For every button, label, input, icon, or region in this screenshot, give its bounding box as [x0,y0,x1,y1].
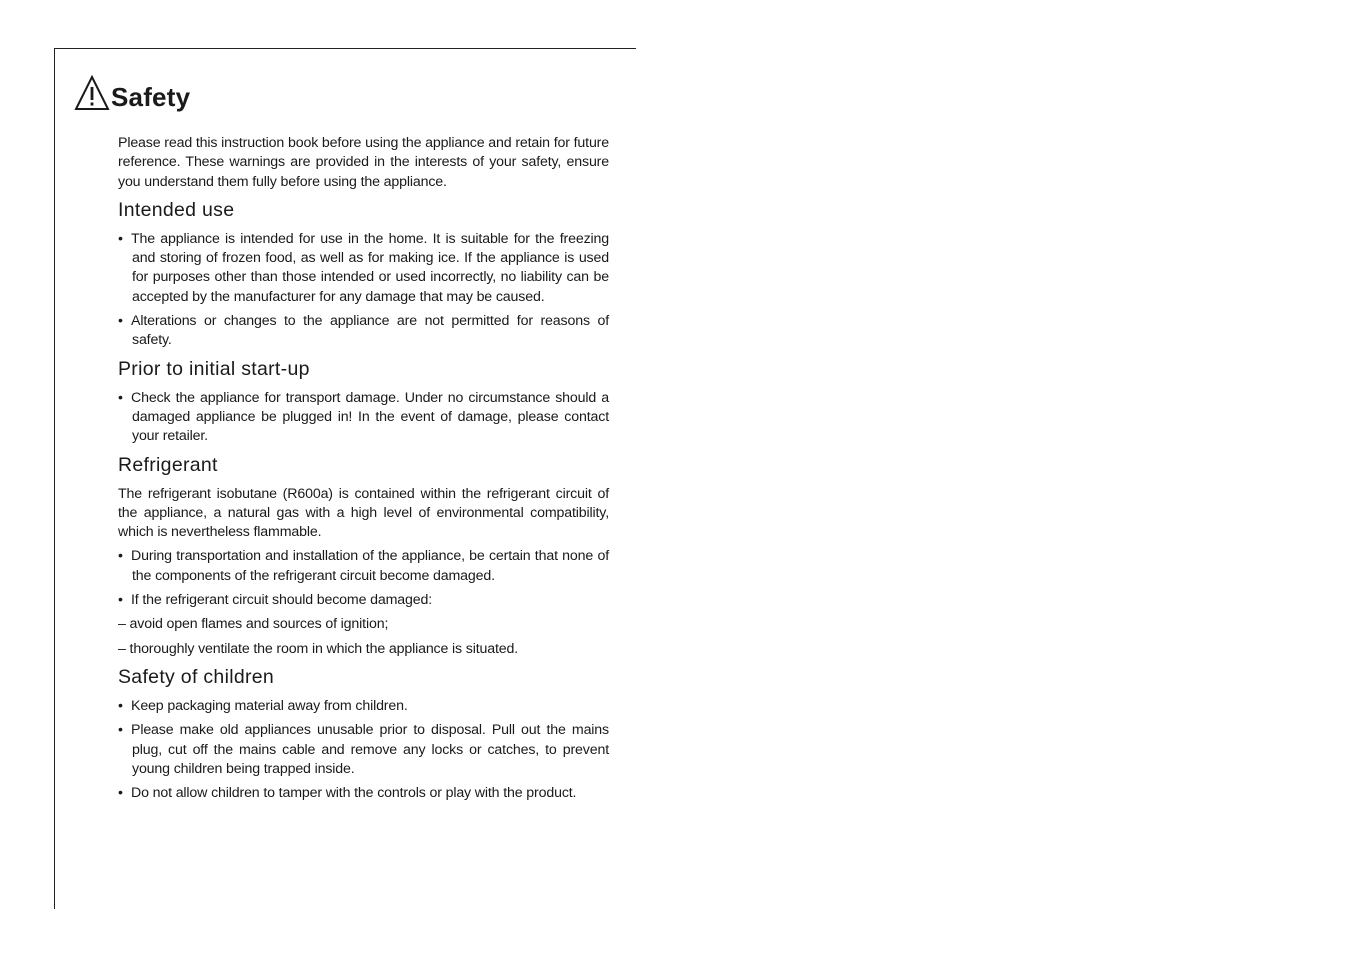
refrigerant-paragraph: The refrigerant isobutane (R600a) is contained within the refrigerant circuit of the appliance, a natural gas with a high level of environmental compatibility, which is nevertheless flammable. [118,485,609,541]
page-frame-top-rule [54,48,636,49]
section-heading-children: Safety of children [118,665,275,688]
bullet-mark: • [118,722,123,739]
list-item: • Keep packaging material away from children. [118,697,609,716]
page-frame-left-rule [54,48,55,909]
page-title-text: Safety [111,82,191,112]
section-heading-intended-use: Intended use [118,198,235,221]
section-heading-refrigerant: Refrigerant [118,453,218,476]
page-title [74,68,190,112]
dash-item: – avoid open flames and sources of ignition; [118,616,389,633]
bullet-mark: • [118,389,123,406]
bullet-mark: • [118,785,123,802]
bullet-mark: • [118,592,123,609]
bullet-mark: • [118,548,123,565]
bullet-mark: • [118,697,123,714]
warning-triangle-icon [74,74,110,112]
intro-paragraph: Please read this instruction book before using the appliance and retain for future reference. These warnings are provided in the interests of your safety, ensure you understand them fully before using the appliance. [118,135,609,190]
bullet-mark: • [118,313,123,330]
safety-content [118,134,609,808]
dash-item: – thoroughly ventilate the room in which the appliance is situated. [118,640,519,657]
list-item: • Alterations or changes to the appliance are not permitted for reasons of safety. [118,313,609,349]
list-item: • During transportation and installation of the appliance, be certain that none of the components of the refrigerant circuit become damaged. [118,548,609,584]
list-item: • The appliance is intended for use in the home. It is suitable for the freezing and storing of frozen food, as well as for making ice. If the appliance is used for purposes other than those intended or used incorrectly, no liability can be accepted by the manufacturer for any damage that may be caused. [118,230,609,305]
list-item: • Check the appliance for transport damage. Under no circumstance should a damaged appliance be plugged in! In the event of damage, please contact your retailer. [118,389,609,445]
bullet-mark: • [118,230,123,247]
list-item: • Please make old appliances unusable prior to disposal. Pull out the mains plug, cut off the mains cable and remove any locks or catches, to prevent young children being trapped inside. [118,722,609,777]
section-heading-prior-startup: Prior to initial start-up [118,357,310,380]
list-item: • Do not allow children to tamper with the controls or play with the product. [118,784,609,803]
list-item: • If the refrigerant circuit should become damaged: [118,591,609,610]
